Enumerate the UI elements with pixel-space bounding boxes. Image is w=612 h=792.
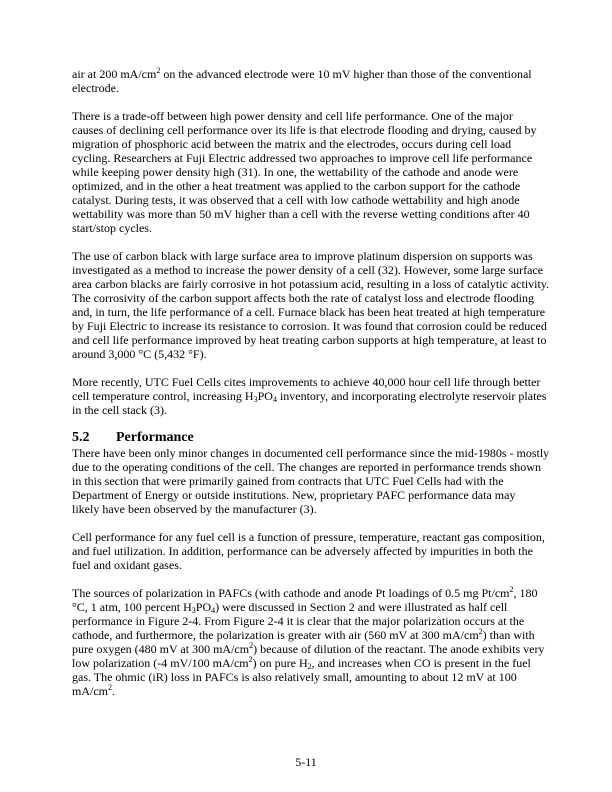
text-line: [72, 488, 542, 502]
text-run: ) because of dilution of the reactant. The anode exhibits very: [253, 642, 545, 656]
body-text-before-section: [72, 66, 550, 417]
text-line: [72, 446, 550, 460]
text-run: and fuel utilization. In addition, performance can be adversely affected by impurities in both the: [72, 544, 533, 558]
text-run: The use of carbon black with large surface area to improve platinum dispersion on supports was: [72, 249, 533, 263]
text-run: on the advanced electrode were 10 mV higher than those of the conventional: [160, 67, 532, 81]
text-line: [72, 333, 547, 347]
text-run: optimized, and in the other a heat treatment was applied to the carbon support for the cathode: [72, 179, 521, 193]
paragraph: [72, 530, 545, 572]
subscript: 2: [307, 662, 312, 671]
document-page: [72, 66, 550, 712]
text-line: [72, 249, 542, 263]
text-line: [72, 123, 542, 137]
text-line: [72, 207, 542, 221]
text-run: in the cell stack (3).: [72, 403, 167, 417]
text-line: [72, 347, 542, 361]
text-run: The corrosivity of the carbon support affects both the rate of catalyst loss and electrode flooding: [72, 291, 534, 305]
text-run: catalyst. During tests, it was observed that a cell with low cathode wettability and high anode: [72, 193, 520, 207]
text-line: [72, 263, 542, 277]
text-run: migration of phosphoric acid between the matrix and the electrodes, occurs during cell load: [72, 137, 512, 151]
text-run: while keeping power density high (31). In one, the wettability of the cathode and anode were: [72, 165, 519, 179]
text-line: [72, 628, 542, 642]
section-title: Performance: [116, 430, 194, 445]
text-line: [72, 109, 542, 123]
text-line: [72, 291, 542, 305]
text-run: electrode.: [72, 81, 119, 95]
paragraph: [72, 585, 545, 698]
text-run: .: [112, 684, 115, 698]
text-line: [72, 614, 542, 628]
text-run: , and increases when CO is present in the fuel: [311, 656, 531, 670]
text-run: investigated as a method to increase the power density of a cell (32). However, some large surface: [72, 263, 544, 277]
text-run: ) than with: [482, 628, 535, 642]
paragraph: [72, 67, 542, 95]
text-run: PO: [195, 600, 212, 614]
text-run: by Fuji Electric to increase its resistance to corrosion. It was found that corrosion could be reduced: [72, 319, 547, 333]
text-run: Department of Energy or outside institutions. New, proprietary PAFC performance data may: [72, 488, 516, 502]
text-run: due to the operating conditions of the cell. The changes are reported in performance trends shown: [72, 460, 541, 474]
subscript: 3: [253, 395, 258, 404]
text-line: [72, 684, 542, 698]
text-run: air at 200 mA/cm: [72, 67, 157, 81]
text-run: start/stop cycles.: [72, 221, 152, 235]
section-body-text: [72, 446, 550, 698]
text-line: [72, 319, 547, 333]
text-run: Cell performance for any fuel cell is a function of pressure, temperature, reactant gas composition,: [72, 530, 545, 544]
text-run: fuel and oxidant gases.: [72, 558, 182, 572]
text-run: mA/cm: [72, 684, 108, 698]
text-line: [72, 375, 542, 389]
text-line: [72, 277, 550, 291]
subscript: 4: [211, 606, 216, 615]
text-line: [72, 221, 542, 235]
text-line: [72, 530, 545, 544]
text-line: [72, 389, 547, 404]
superscript: 2: [509, 585, 514, 594]
text-line: [72, 670, 542, 684]
paragraph: [72, 249, 550, 361]
text-run: pure oxygen (480 mV at 300 mA/cm: [72, 642, 250, 656]
text-line: [72, 67, 542, 81]
text-run: The sources of polarization in PAFCs (with cathode and anode Pt loadings of 0.5 mg Pt/cm: [72, 586, 510, 600]
text-line: [72, 641, 545, 656]
text-run: ) were discussed in Section 2 and were illustrated as half cell: [215, 600, 508, 614]
superscript: 2: [249, 641, 254, 650]
section-heading: [72, 430, 542, 446]
text-run: low polarization (-4 mV/100 mA/cm: [72, 656, 249, 670]
paragraph: [72, 375, 547, 417]
text-line: [72, 151, 542, 165]
superscript: 2: [156, 66, 161, 75]
page-number: 5-11: [295, 755, 317, 769]
subscript: 3: [191, 606, 196, 615]
text-line: [72, 305, 546, 319]
text-run: °C, 1 atm, 100 percent H: [72, 600, 192, 614]
text-line: [72, 460, 542, 474]
text-run: likely have been observed by the manufacturer (3).: [72, 502, 317, 516]
text-line: [72, 137, 542, 151]
text-run: wettability was more than 50 mV higher than a cell with the reverse wetting conditions after 40: [72, 207, 530, 221]
subscript: 4: [272, 395, 277, 404]
text-run: cathode, and furthermore, the polarization is greater with air (560 mV at 300 mA/cm: [72, 628, 479, 642]
text-run: cell temperature control, increasing H: [72, 389, 254, 403]
text-run: There is a trade-off between high power density and cell life performance. One of the major: [72, 109, 513, 123]
text-line: [72, 544, 542, 558]
text-line: [72, 586, 542, 600]
text-run: causes of declining cell performance over its life is that electrode flooding and drying, caused by: [72, 123, 537, 137]
text-run: in this section that were primarily gained from contracts that UTC Fuel Cells had with the: [72, 474, 504, 488]
text-line: [72, 656, 542, 670]
text-line: [72, 558, 542, 572]
text-run: PO: [257, 389, 273, 403]
text-run: More recently, UTC Fuel Cells cites improvements to achieve 40,000 hour cell life through better: [72, 375, 541, 389]
text-run: gas. The ohmic (iR) loss in PAFCs is also relatively small, amounting to about 12 mV at 100: [72, 670, 517, 684]
text-run: and cell life performance improved by heat treating carbon supports at high temperature, at least to: [72, 333, 547, 347]
text-run: area carbon blacks are fairly corrosive in hot potassium acid, resulting in a loss of catalytic activity.: [72, 277, 550, 291]
superscript: 2: [478, 627, 483, 636]
text-line: [72, 600, 542, 614]
text-run: , 180: [513, 586, 538, 600]
paragraph: [72, 109, 542, 235]
text-run: There have been only minor changes in documented cell performance since the mid-1980s - mostly: [72, 446, 550, 460]
text-run: performance in Figure 2-4. From Figure 2-4 it is clear that the major polarization occurs at the: [72, 614, 525, 628]
text-run: cycling. Researchers at Fuji Electric addressed two approaches to improve cell life performance: [72, 151, 533, 165]
text-line: [72, 81, 542, 95]
superscript: 2: [108, 683, 112, 692]
superscript: 2: [248, 655, 253, 664]
text-line: [72, 403, 542, 417]
text-run: and, in turn, the life performance of a cell. Furnace black has been heat treated at high temperature: [72, 305, 546, 319]
text-run: around 3,000 °C (5,432 °F).: [72, 347, 207, 361]
text-run: ) on pure H: [252, 656, 308, 670]
text-line: [72, 165, 542, 179]
text-line: [72, 179, 542, 193]
section-number: 5.2: [72, 430, 90, 445]
text-line: [72, 474, 542, 488]
text-line: [72, 502, 542, 516]
text-run: inventory, and incorporating electrolyte reservoir plates: [276, 389, 547, 403]
text-line: [72, 193, 542, 207]
paragraph: [72, 446, 550, 516]
